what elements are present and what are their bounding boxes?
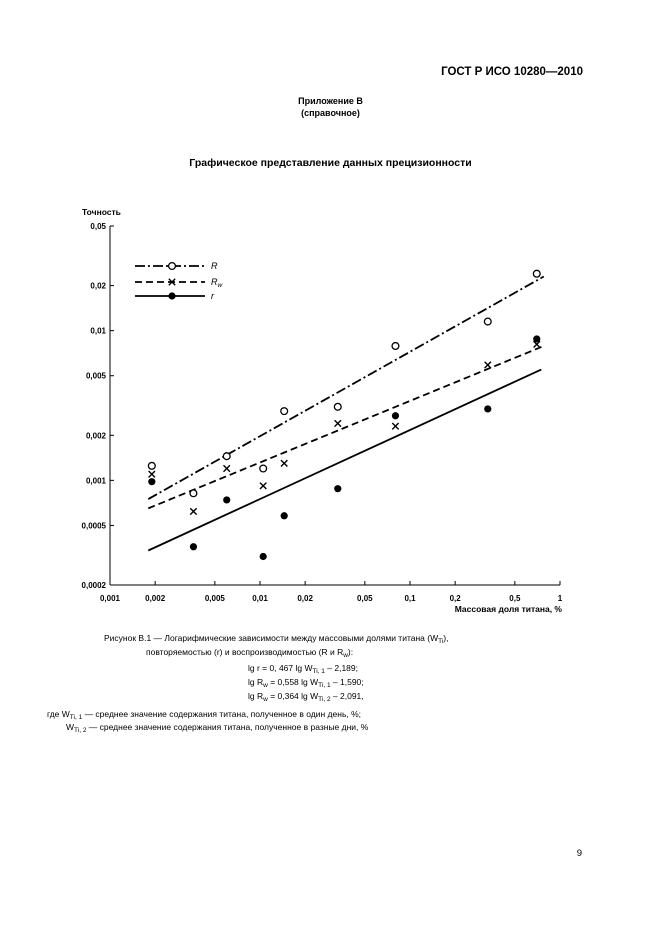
x-tick-label: 0,1 xyxy=(404,594,416,603)
marker-filled-circle xyxy=(484,405,491,412)
marker-cross xyxy=(281,460,287,466)
x-tick-label: 0,2 xyxy=(449,594,461,603)
equation-r: lg r = 0, 467 $\lg W_{Ti, 1} - 2,189$; xyxy=(248,663,358,675)
x-tick-label: 1 xyxy=(557,594,563,603)
marker-filled-circle xyxy=(392,412,399,419)
marker-cross xyxy=(392,423,398,429)
y-tick-label: 0,01 xyxy=(90,326,106,336)
marker-open-circle xyxy=(169,263,176,270)
marker-open-circle xyxy=(260,465,267,472)
legend-label: $R_w$ xyxy=(211,277,223,289)
marker-cross xyxy=(485,362,491,368)
marker-filled-circle xyxy=(223,496,230,503)
fit-lines xyxy=(148,276,544,550)
annex-title: Приложение В xyxy=(298,96,363,106)
chart-axes xyxy=(82,222,563,603)
marker-cross xyxy=(149,471,155,477)
figure-caption-line1: Рисунок В.1 — Логарифмические зависимости между массовыми долями титана $(W_{Ti})$, xyxy=(104,633,449,645)
marker-open-circle xyxy=(190,490,197,497)
data-markers xyxy=(148,270,540,560)
equation-rw-1: $\lg R_w = 0,558$ $\lg W_{Ti, 1} - 1,590$; xyxy=(248,677,364,689)
y-tick-label: 0,05 xyxy=(90,222,106,231)
marker-cross xyxy=(335,420,341,426)
x-tick-label: 0,002 xyxy=(145,594,166,603)
x-axis-label: Массовая доля титана, % xyxy=(454,604,562,614)
page-number: 9 xyxy=(576,848,582,859)
marker-open-circle xyxy=(533,270,540,277)
marker-cross xyxy=(190,508,196,514)
y-tick-label: 0,02 xyxy=(90,281,106,291)
legend-label: r xyxy=(211,291,214,301)
x-tick-label: 0,5 xyxy=(509,594,521,603)
fit-line-solid xyxy=(148,370,541,551)
marker-open-circle xyxy=(148,462,155,469)
y-tick-label: 0,0002 xyxy=(81,581,106,590)
marker-filled-circle xyxy=(190,543,197,550)
chart-legend xyxy=(135,261,224,301)
x-tick-label: 0,05 xyxy=(357,594,373,603)
marker-filled-circle xyxy=(281,512,288,519)
section-title: Графическое представление данных прецизионности xyxy=(189,157,472,169)
fit-line-dash-dot xyxy=(148,276,544,499)
marker-open-circle xyxy=(281,408,288,415)
annex-subtitle: (справочное) xyxy=(301,108,360,118)
where-line-1: где $W_{Ti, 1}$ — среднее значение содержания титана, полученное в один день, %; xyxy=(47,709,362,721)
figure-caption-line2: повторяемостью (r) и воспроизводимостью (R и $R_w$): xyxy=(146,647,354,659)
fit-line-dash xyxy=(148,346,544,508)
x-tick-label: 0,02 xyxy=(297,594,313,603)
document-code: ГОСТ Р ИСО 10280—2010 xyxy=(441,66,583,78)
marker-filled-circle xyxy=(334,485,341,492)
legend-label: R xyxy=(211,261,218,271)
marker-cross xyxy=(224,465,230,471)
marker-filled-circle xyxy=(148,478,155,485)
marker-cross xyxy=(260,483,266,489)
marker-open-circle xyxy=(484,318,491,325)
marker-filled-circle xyxy=(533,335,540,342)
y-axis-label: Точность xyxy=(82,207,121,217)
marker-filled-circle xyxy=(168,292,175,299)
equation-rw-2: $\lg R_w = 0,364$ $\lg W_{Ti, 2} - 2,091$, xyxy=(248,691,364,703)
marker-filled-circle xyxy=(260,553,267,560)
y-tick-label: 0,002 xyxy=(85,431,106,441)
y-tick-label: 0,001 xyxy=(85,476,106,486)
y-tick-label: 0,005 xyxy=(85,371,106,381)
where-line-2: $W_{Ti, 2}$ — среднее значение содержания титана, полученное в разные дни, % xyxy=(66,722,369,734)
marker-open-circle xyxy=(392,343,399,350)
x-tick-label: 0,01 xyxy=(252,594,268,603)
x-tick-label: 0,005 xyxy=(204,594,225,603)
y-tick-label: 0,0005 xyxy=(81,521,106,531)
marker-open-circle xyxy=(223,453,230,460)
x-tick-label: 0,001 xyxy=(99,594,121,603)
marker-open-circle xyxy=(334,403,341,410)
